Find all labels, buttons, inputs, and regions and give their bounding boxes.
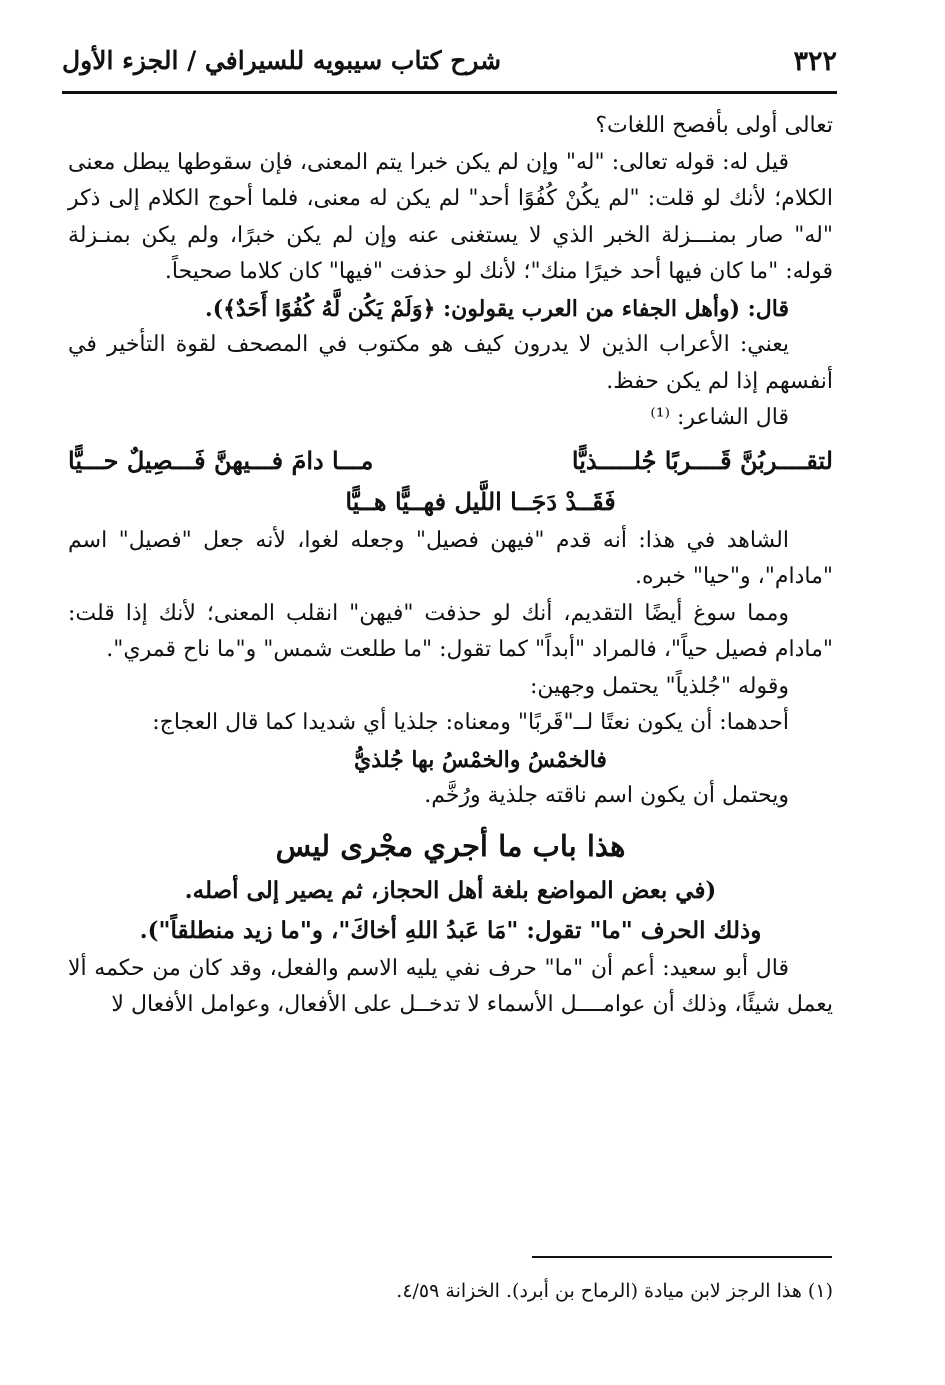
quoted-text: قال: (وأهل الجفاء من العرب يقولون: ﴿وَلَمْ يَكُن لَّهُ كُفُوًا أَحَدٌ﴾). [205, 295, 789, 322]
paragraph: تعالى أولى بأفصح اللغات؟ [595, 113, 833, 138]
paragraph: ويحتمل أن يكون اسم ناقته جلذية ورُخَّم. [424, 783, 789, 808]
paragraph: ومما سوغ أيضًا التقديم، أنك لو حذفت "فيهن" انقلب المعنى؛ لأنك إذا قلت: "مادام فصيل حياً"، فالمراد "أبداً" كما تقول: "ما طلعت شمس" و"ما ناح قمري". [68, 600, 833, 662]
section-title: هذا باب ما أجري مجْرى ليس [275, 828, 626, 863]
verse-line-2: فَقَــدْ دَجَــا اللَّيل فهــيًّا هــيًّا [345, 486, 616, 516]
running-title: شرح كتاب سيبويه للسيرافي / الجزء الأول [62, 46, 502, 75]
footnote: (١) هذا الرجز لابن ميادة (الرماح بن أبرد). الخزانة ٤/٥٩. [396, 1280, 833, 1302]
section-subtitle: (في بعض المواضع بلغة أهل الحجاز، ثم يصير إلى أصله. [184, 876, 717, 904]
verse-line [68, 441, 833, 481]
verse-hemistich-first: لتقــــربُنَّ قَــــربًا جُلـــــذيًّا [571, 445, 833, 475]
main-text [68, 108, 833, 1024]
quoted-verse: فالخمْسُ والخمْسُ بها جُلذيُّ [354, 746, 607, 773]
paragraph: وقوله "جُلذياً" يحتمل وجهين: [530, 673, 789, 699]
section-subtitle: وذلك الحرف "ما" تقول: "مَا عَبدُ اللهِ أخاكَ"، و"ما زيد منطلقاً"). [139, 916, 762, 944]
paragraph: قيل له: قوله تعالى: "له" وإن لم يكن خبرا يتم المعنى، فإن سقوطها يبطل معنى الكلام؛ لأنك لو قلت: "لم يكُنْ كُفُوًا أحد" لم يكن له معنى، فلما أحوج الكلام إلى ذكر "له" صار بمنـــزلة الخبر الذي لا يستغنى عنه وإن لم يكن خبرًا، ولم يكن بمنـزلة قوله: "ما كان فيها أحد خيرًا منك"؛ لأنك لو حذفت "فيها" كان كلاما صحيحاً. [68, 149, 833, 284]
running-header [62, 38, 837, 88]
verse-hemistich-second: مـــا دامَ فـــيهنَّ فَـــصِيلٌ حـــيًّا [68, 445, 374, 475]
paragraph: أحدهما: أن يكون نعتًا لــ"قَربًا" ومعناه: جلذيا أي شديدا كما قال العجاج: [152, 710, 789, 735]
poet-intro: قال الشاعر: ⁽¹⁾ [650, 405, 789, 430]
header-rule [62, 91, 837, 94]
paragraph: قال أبو سعيد: أعم أن "ما" حرف نفي يليه الاسم والفعل، وقد كان من حكمه ألا يعمل شيئًا، وذلك أن عوامــــل الأسماء لا تدخــل على الأفعال، وعوامل الأفعال لا [68, 955, 833, 1017]
paragraph: الشاهد في هذا: أنه قدم "فيهن فصيل" وجعله لغوا، لأنه جعل "فصيل" اسم "مادام"، و"حيا" خبره. [68, 527, 833, 589]
footnote-rule [532, 1256, 832, 1258]
page-number: ٣٢٢ [793, 46, 837, 77]
paragraph: يعني: الأعراب الذين لا يدرون كيف هو مكتوب في المصحف لقوة التأخير في أنفسهم إذا لم يكن حفظ. [68, 332, 833, 394]
